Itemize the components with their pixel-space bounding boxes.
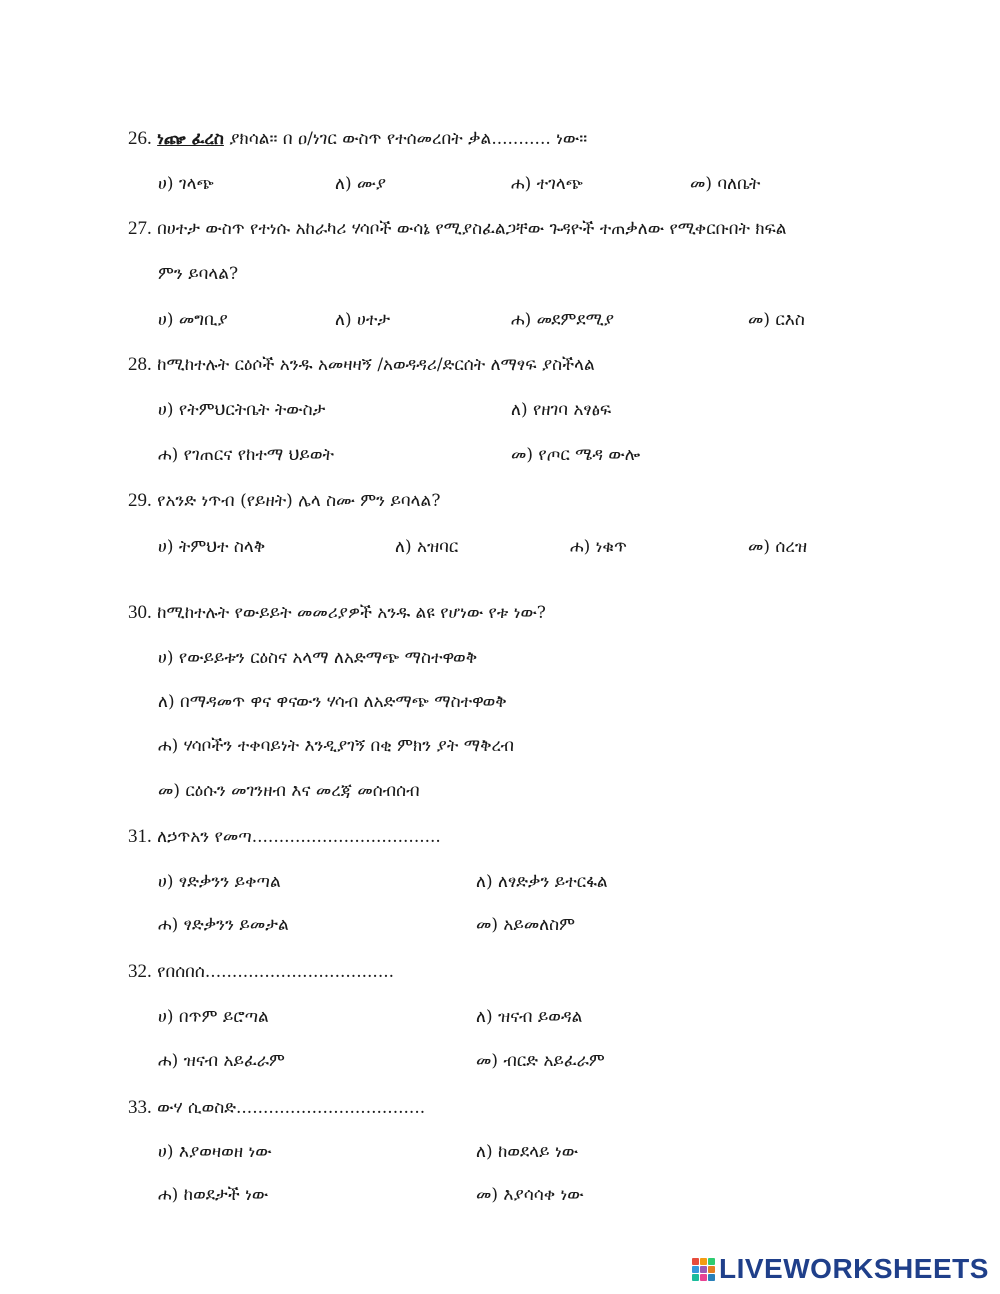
question-27 xyxy=(128,218,787,240)
option-a: ሀ) እያወዛወዘ ነው xyxy=(158,1142,272,1162)
option-a: ሀ) መግቢያ xyxy=(158,310,228,330)
option-d: መ) ባለቤት xyxy=(690,174,761,194)
option-c: ሐ) ነቁጥ xyxy=(570,537,627,557)
option-b: ለ) ለፃድቃን ይተርፋል xyxy=(476,872,608,892)
question-number: 30. xyxy=(128,602,152,623)
option-b: ለ) ሙያ xyxy=(335,174,387,194)
question-number: 28. xyxy=(128,354,152,375)
liveworksheets-logo[interactable] xyxy=(692,1252,989,1286)
option-a: ሀ) የውይይቱን ርዕስና አላማ ለአድማጭ ማስተዋወቅ xyxy=(158,648,478,668)
option-d: መ) አይመለስም xyxy=(476,915,576,935)
question-text: ከሚከተሉት ርዕሶች አንዱ አመዛዛኝ /አወዳዳሪ/ድርሰት ለማፃፍ ያስችላል xyxy=(157,355,595,375)
option-b: ለ) ሀተታ xyxy=(335,310,391,330)
question-text: ከሚከተሉት የውይይት መመሪያዎች አንዱ ልዩ የሆነው የቱ ነው? xyxy=(157,603,546,623)
option-d: መ) ርዕሱን መገንዘብ እና መረጃ መሰብሰብ xyxy=(158,781,420,801)
question-26 xyxy=(128,128,587,150)
question-28 xyxy=(128,354,595,376)
question-text: የበሰበሰ................................... xyxy=(157,962,395,982)
option-c: ሐ) ዝናብ አይፈራም xyxy=(158,1051,285,1071)
option-d: መ) እያሳሳቀ ነው xyxy=(476,1185,584,1205)
option-a: ሀ) በጥም ይሮጣል xyxy=(158,1007,269,1027)
question-number: 31. xyxy=(128,826,152,847)
option-d: መ) ብርድ አይፈራም xyxy=(476,1051,605,1071)
question-number: 26. xyxy=(128,128,152,149)
question-33 xyxy=(128,1097,425,1119)
option-b: ለ) የዘገባ አፃፅፍ xyxy=(511,400,612,420)
question-number: 32. xyxy=(128,961,152,982)
option-b: ለ) ዝናብ ይወዳል xyxy=(476,1007,583,1027)
option-c: ሐ) ፃድቃንን ይመታል xyxy=(158,915,289,935)
option-a: ሀ) ትምህተ ስላቅ xyxy=(158,537,266,557)
option-d: መ) የጦር ሜዳ ውሎ xyxy=(511,445,641,465)
question-text: ያክሳል። በ ዐ/ነገር ውስጥ የተሰመረበት ቃል........... ነው። xyxy=(223,129,588,149)
option-c: ሐ) ሃሳቦችን ተቀባይነት እንዲያገኝ በቂ ምክን ያት ማቅረብ xyxy=(158,736,514,756)
question-number: 29. xyxy=(128,490,152,511)
option-c: ሐ) የገጠርና የከተማ ህይወት xyxy=(158,445,334,465)
option-d: መ) ርእስ xyxy=(748,310,805,330)
logo-text: LIVEWORKSHEETS xyxy=(719,1253,989,1284)
question-number: 33. xyxy=(128,1097,152,1118)
option-c: ሐ) ተገላጭ xyxy=(511,174,583,194)
question-text: ውሃ ሲወስድ................................... xyxy=(157,1098,426,1118)
option-b: ለ) በማዳመጥ ዋና ዋናውን ሃሳብ ለአድማጭ ማስተዋወቅ xyxy=(158,692,507,712)
option-b: ለ) አዝባር xyxy=(395,537,459,557)
question-27-continued: ምን ይባላል? xyxy=(158,264,239,284)
option-a: ሀ) ፃድቃንን ይቀጣል xyxy=(158,872,281,892)
option-c: ሐ) ከወደታች ነው xyxy=(158,1185,269,1205)
logo-grid-icon xyxy=(692,1258,715,1281)
underlined-phrase: ነጬ ፈረስ xyxy=(157,129,224,149)
option-d: መ) ሰረዝ xyxy=(748,537,808,557)
question-29 xyxy=(128,490,440,512)
question-number: 27. xyxy=(128,218,152,239)
question-32 xyxy=(128,961,394,983)
question-text: ለኃጥአን የመጣ................................... xyxy=(157,827,441,847)
option-c: ሐ) መደምደሚያ xyxy=(511,310,615,330)
option-b: ለ) ከወደላይ ነው xyxy=(476,1142,579,1162)
option-a: ሀ) የትምህርትቤት ትውስታ xyxy=(158,400,326,420)
question-31 xyxy=(128,826,441,848)
question-text: በሀተታ ውስጥ የተነሱ አከራካሪ ሃሳቦች ውሳኔ የሚያስፈልጋቸው ጉዳዮች ተጠቃለው የሚቀርቡበት ክፍል xyxy=(157,219,787,239)
question-text: የአንድ ነጥብ (የይዘት) ሌላ ስሙ ምን ይባላል? xyxy=(157,491,441,511)
question-30 xyxy=(128,602,546,624)
option-a: ሀ) ገላጭ xyxy=(158,174,214,194)
